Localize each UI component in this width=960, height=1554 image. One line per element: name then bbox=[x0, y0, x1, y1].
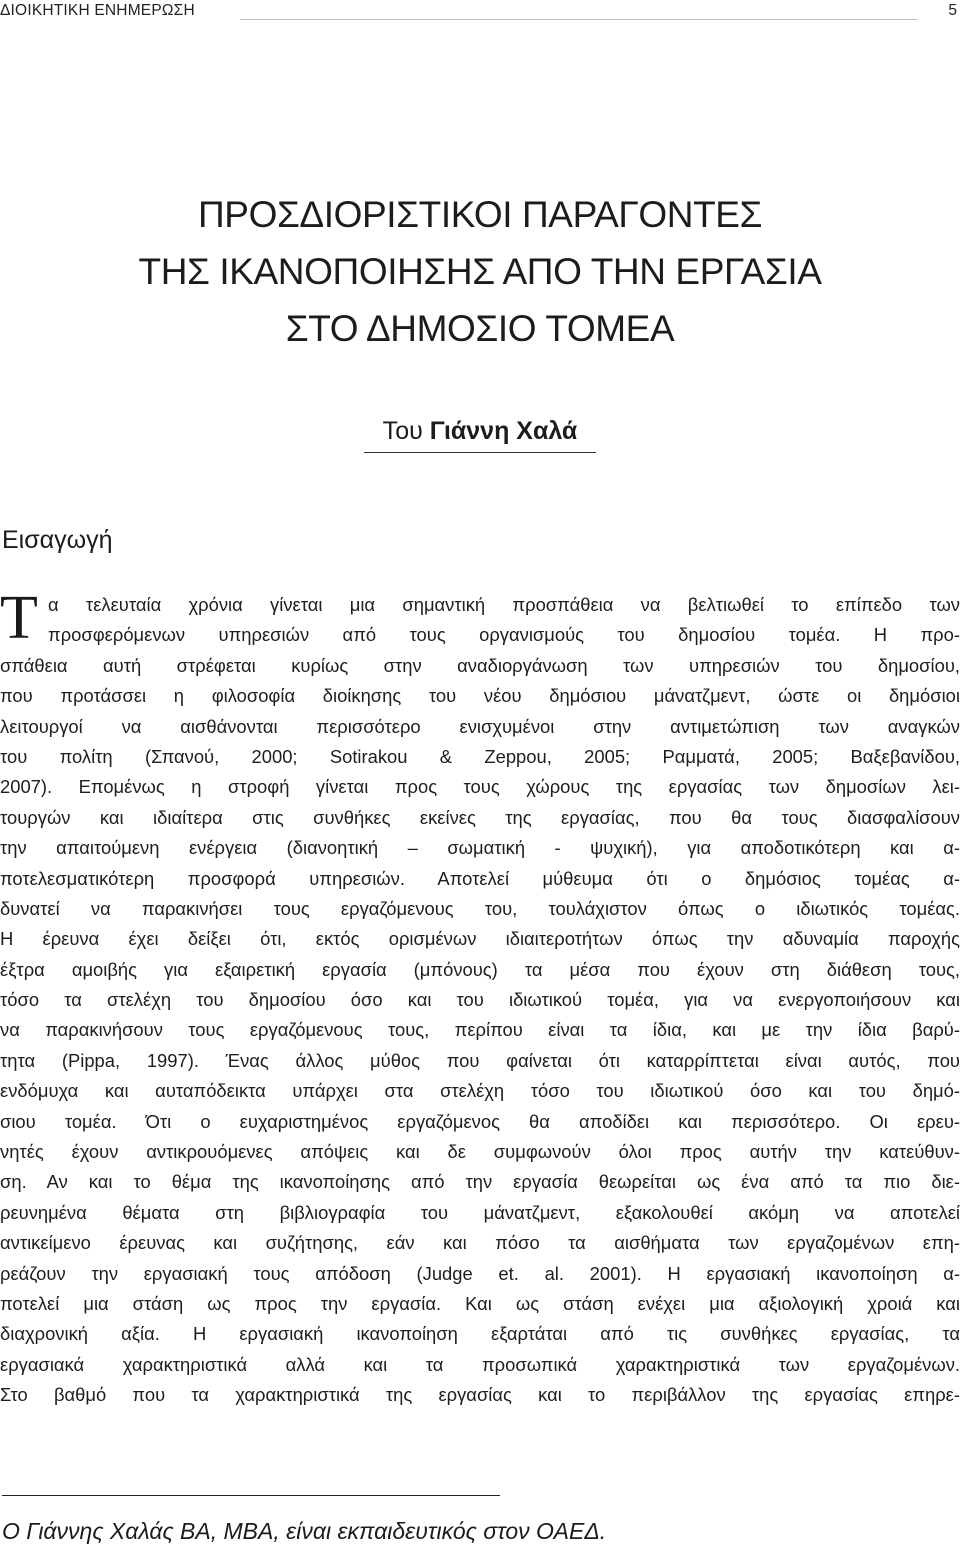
drop-cap: Τ bbox=[0, 584, 38, 652]
running-header bbox=[0, 2, 960, 26]
text-line: ρεάζουν την εργασιακή τους απόδοση (Judge et. al. 2001). Η εργασιακή ικανοποίηση α- bbox=[0, 1262, 960, 1284]
footnote-rule bbox=[2, 1495, 500, 1496]
text-line: Στο βαθμό που τα χαρακτηριστικά της εργασίας και το περιβάλλον της εργασίας επηρε- bbox=[0, 1384, 960, 1406]
body-paragraph bbox=[0, 590, 960, 1411]
text-line: προσφερόμενων υπηρεσιών από τους οργανισμούς του δημοσίου τομέα. Η προ- bbox=[48, 624, 960, 646]
text-line: σπάθεια αυτή στρέφεται κυρίως στην αναδιοργάνωση των υπηρεσιών του δημοσίου, bbox=[0, 654, 960, 676]
text-line: σιου τομέα. Ότι ο ευχαριστημένος εργαζόμενος θα αποδίδει και περισσότερο. Οι ερευ- bbox=[0, 1110, 960, 1132]
text-line: να παρακινήσουν τους εργαζόμενους τους, περίπου είναι τα ίδια, και με την ίδια βαρύ- bbox=[0, 1019, 960, 1041]
text-line: ποτελεί μια στάση ως προς την εργασία. Και ως στάση ενέχει μια αξιολογική χροιά και bbox=[0, 1292, 960, 1314]
article-title bbox=[0, 186, 960, 357]
text-line: νητές έχουν αντικρουόμενες απόψεις και δε συμφωνούν όλοι προς αυτήν την κατεύθυν- bbox=[0, 1141, 960, 1163]
text-line: λειτουργοί να αισθάνονται περισσότερο ενισχυμένοι στην αντιμετώπιση των αναγκών bbox=[0, 715, 960, 737]
text-line: εργασιακά χαρακτηριστικά αλλά και τα προσωπικά χαρακτηριστικά των εργαζομένων. bbox=[0, 1353, 960, 1375]
author-name: Γιάννη Χαλά bbox=[429, 417, 578, 445]
title-line-2: ΤΗΣ ΙΚΑΝΟΠΟΙΗΣΗΣ ΑΠΟ ΤΗΝ ΕΡΓΑΣΙΑ bbox=[138, 251, 822, 292]
text-line: Η έρευνα έχει δείξει ότι, εκτός ορισμένων ιδιαιτεροτήτων όπως την αδυναμία παροχής bbox=[0, 928, 960, 950]
title-line-1: ΠΡΟΣΔΙΟΡΙΣΤΙΚΟΙ ΠΑΡΑΓΟΝΤΕΣ bbox=[197, 194, 763, 235]
text-line: διαχρονική αξία. Η εργασιακή ικανοποίηση εξαρτάται από τις συνθήκες εργασίας, τα bbox=[0, 1323, 960, 1345]
text-line: ρευνημένα θέματα στη βιβλιογραφία του μάνατζμεντ, εξακολουθεί ακόμη να αποτελεί bbox=[0, 1201, 960, 1223]
text-line: την απαιτούμενη ενέργεια (διανοητική – σωματική - ψυχική), για αποδοτικότερη και α- bbox=[0, 837, 960, 859]
text-line: ποτελεσματικότερη προσφορά υπηρεσιών. Αποτελεί μύθευμα ότι ο δημόσιος τομέας α- bbox=[0, 867, 960, 889]
text-line: τόσο τα στελέχη του δημοσίου όσο και του ιδιωτικού τομέα, για να ενεργοποιήσουν και bbox=[0, 989, 960, 1011]
section-heading: Εισαγωγή bbox=[2, 526, 113, 554]
text-line: 2007). Επομένως η στροφή γίνεται προς τους χώρους της εργασίας των δημοσίων λει- bbox=[0, 776, 960, 798]
text-line: τουργών και ιδιαίτερα στις συνθήκες εκείνες της εργασίας, που θα τους διασφαλίσουν bbox=[0, 806, 960, 828]
text-line: που προτάσσει η φιλοσοφία διοίκησης του νέου δημόσιου μάνατζμεντ, ώστε οι δημόσιοι bbox=[0, 685, 960, 707]
text-line: τητα (Pippa, 1997). Ένας άλλος μύθος που φαίνεται ότι καταρρίπτεται είναι αυτός, που bbox=[0, 1049, 960, 1071]
header-rule bbox=[240, 19, 918, 20]
text-line: ενδόμυχα και αυταπόδεικτα υπάρχει στα στελέχη τόσο του ιδιωτικού όσο και του δημό- bbox=[0, 1080, 960, 1102]
author-footnote: Ο Γιάννης Χαλάς ΒΑ, ΜΒΑ, είναι εκπαιδευτικός στον ΟΑΕΔ. bbox=[2, 1518, 607, 1544]
byline bbox=[364, 413, 596, 449]
journal-title: ΔΙΟΙΚΗΤΙΚΗ ΕΝΗΜΕΡΩΣΗ bbox=[0, 2, 195, 19]
byline-underline bbox=[364, 452, 596, 453]
byline-prefix: Του bbox=[382, 417, 423, 445]
page-number: 5 bbox=[948, 2, 957, 19]
title-line-3: ΣΤΟ ΔΗΜΟΣΙΟ ΤΟΜΕΑ bbox=[285, 308, 675, 349]
text-line: έξτρα αμοιβής για εξαιρετική εργασία (μπόνους) τα μέσα που έχουν στη διάθεση τους, bbox=[0, 958, 960, 980]
text-line: δυνατεί να παρακινήσει τους εργαζόμενους του, τουλάχιστον όπως ο ιδιωτικός τομέας. bbox=[0, 897, 960, 919]
text-line: αντικείμενο έρευνας και συζήτησης, εάν και πόσο τα αισθήματα των εργαζομένων επη- bbox=[0, 1232, 960, 1254]
text-line: του πολίτη (Σπανού, 2000; Sotirakou & Zeppou, 2005; Ραμματά, 2005; Βαξεβανίδου, bbox=[0, 745, 960, 767]
text-line: ση. Αν και το θέμα της ικανοποίησης από την εργασία θεωρείται ως ένα από τα πιο διε- bbox=[0, 1171, 960, 1193]
text-line: α τελευταία χρόνια γίνεται μια σημαντική προσπάθεια να βελτιωθεί το επίπεδο των bbox=[48, 594, 960, 615]
